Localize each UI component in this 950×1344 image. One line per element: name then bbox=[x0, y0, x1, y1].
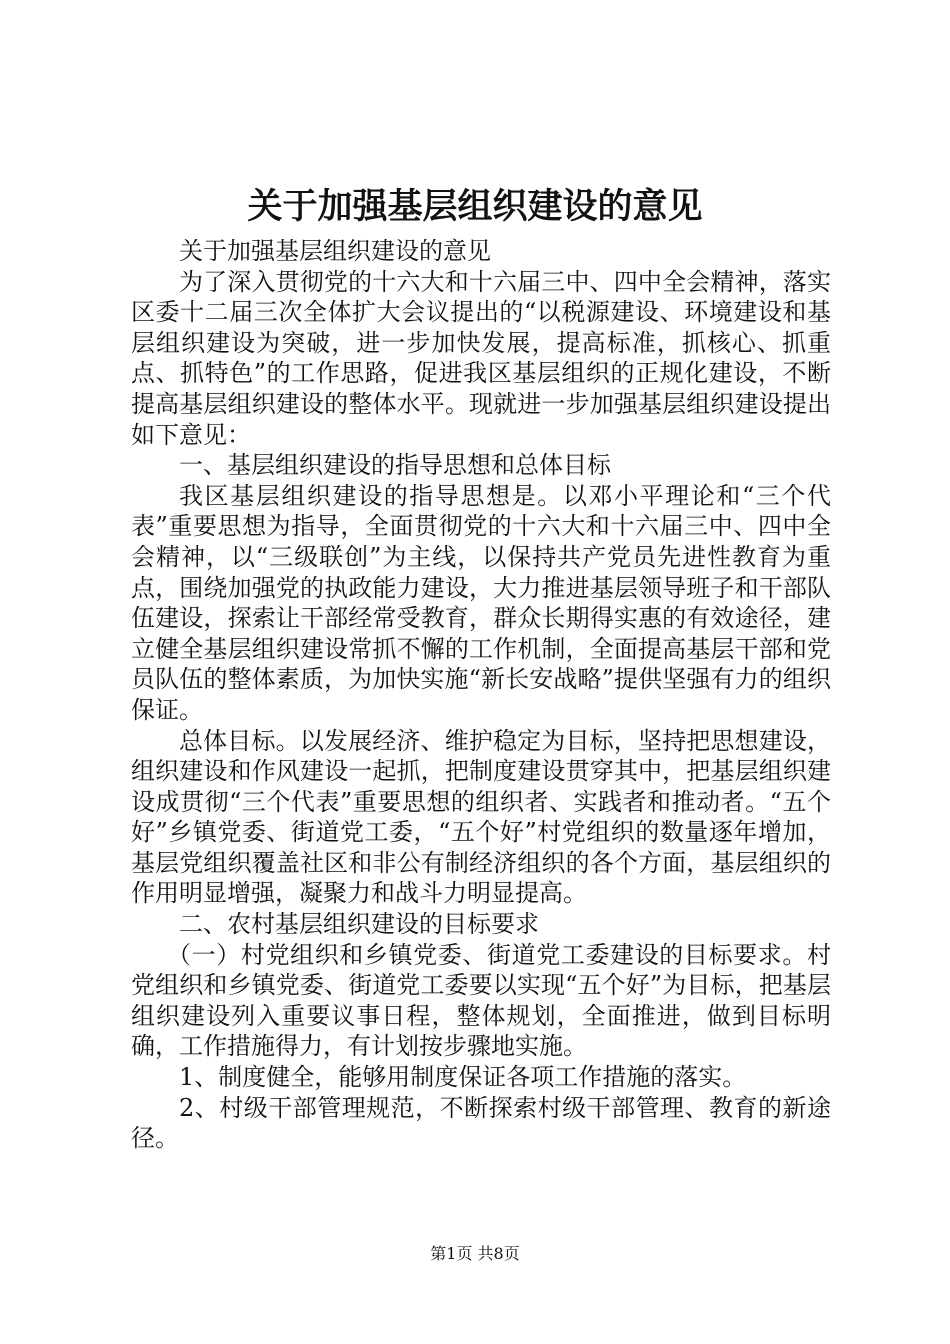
list-item-1: 1、制度健全，能够用制度保证各项工作措施的落实。 bbox=[179, 1063, 747, 1092]
section-heading-1: 一、基层组织建设的指导思想和总体目标 bbox=[179, 451, 611, 480]
paragraph-intro: 为了深入贯彻党的十六大和十六届三中、四中全会精神，落实区委十二届三次全体扩大会议提出的“以税源建设、环境建设和基层组织建设为突破，进一步加快发展，提高标准，抓核心、抓重点、抓特色”的工作思路，促进我区基层组织的正规化建设，不断提高基层组织建设的整体水平。现就进一步加强基层组织建设提出如下意见： bbox=[131, 267, 831, 449]
paragraph-heading-repeat: 关于加强基层组织建设的意见 bbox=[179, 237, 491, 265]
document-title: 关于加强基层组织建设的意见 bbox=[247, 186, 703, 227]
paragraph-overall-goal: 总体目标。以发展经济、维护稳定为目标，坚持把思想建设，组织建设和作风建设一起抓，把制度建设贯穿其中，把基层组织建设成贯彻“三个代表”重要思想的组织者、实践者和推动者。“五个好”乡镇党委、街道党工委，“五个好”村党组织的数量逐年增加，基层党组织覆盖社区和非公有制经济组织的各个方面，基层组织的作用明显增强，凝聚力和战斗力明显提高。 bbox=[131, 726, 831, 908]
list-item-2: 2、村级干部管理规范，不断探索村级干部管理、教育的新途径。 bbox=[131, 1093, 831, 1153]
page-footer: 第1页 共8页 bbox=[430, 1244, 520, 1263]
document-body bbox=[131, 236, 831, 1154]
paragraph-guiding-thought: 我区基层组织建设的指导思想是。以邓小平理论和“三个代表”重要思想为指导，全面贯彻党的十六大和十六届三中、四中全会精神，以“三级联创”为主线，以保持共产党员先进性教育为重点，围绕加强党的执政能力建设，大力推进基层领导班子和干部队伍建设，探索让干部经常受教育，群众长期得实惠的有效途径，建立健全基层组织建设常抓不懈的工作机制，全面提高基层干部和党员队伍的整体素质，为加快实施“新长安战略”提供坚强有力的组织保证。 bbox=[131, 481, 831, 724]
paragraph-subsection-1: （一）村党组织和乡镇党委、街道党工委建设的目标要求。村党组织和乡镇党委、街道党工委要以实现“五个好”为目标，把基层组织建设列入重要议事日程，整体规划，全面推进，做到目标明确，工作措施得力，有计划按步骤地实施。 bbox=[131, 940, 831, 1061]
section-heading-2: 二、农村基层组织建设的目标要求 bbox=[179, 910, 539, 939]
